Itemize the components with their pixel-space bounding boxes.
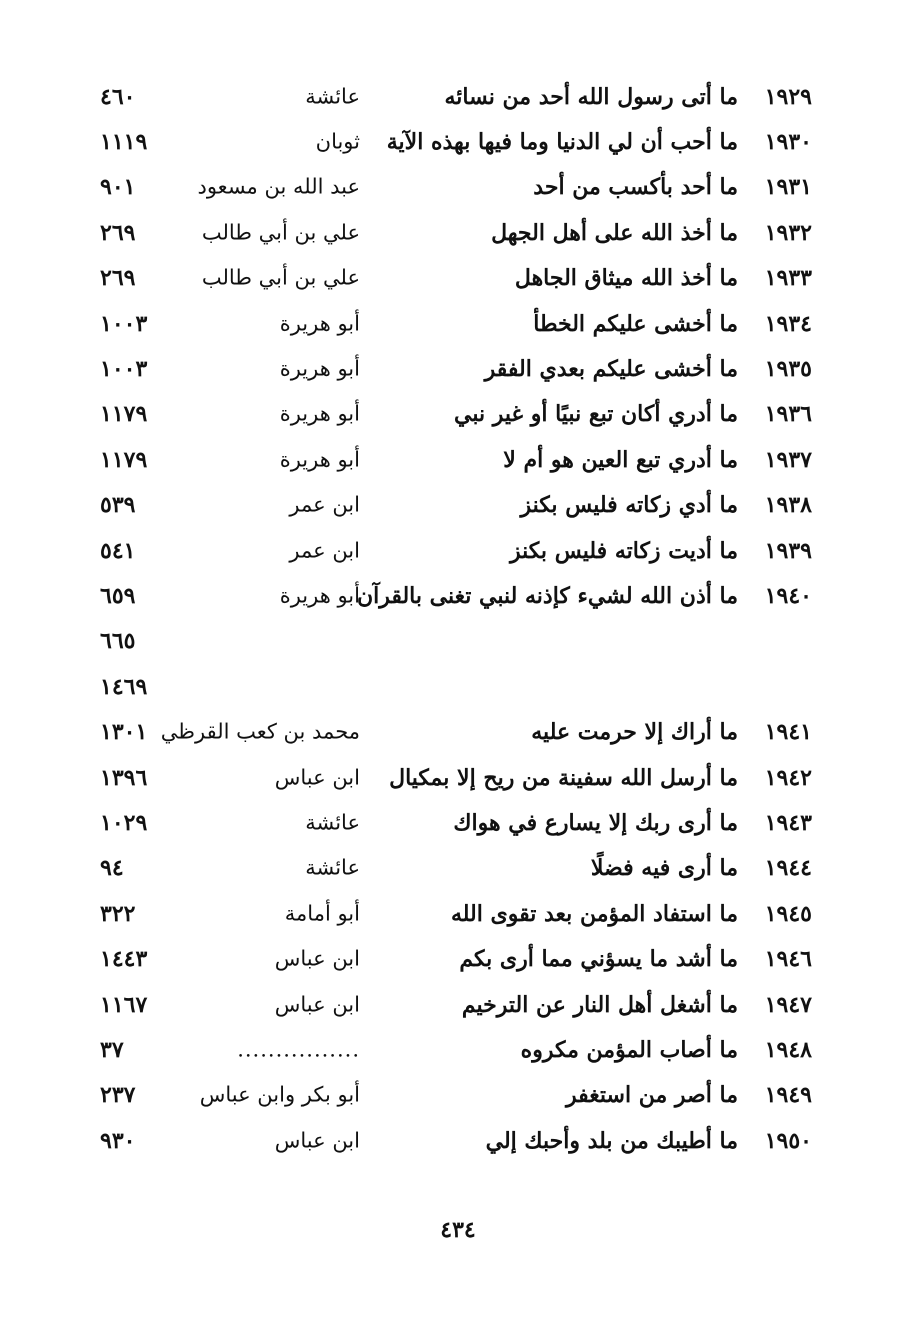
hadith-text: ما أخذ الله ميثاق الجاهل [514, 265, 738, 292]
page-reference: ١٤٤٣ [100, 946, 148, 973]
page-reference: ١٠٢٩ [100, 809, 148, 836]
hadith-text: ما أرى ربك إلا يسارع في هواك [453, 809, 738, 836]
entry-number: ١٩٤٩ [764, 1082, 812, 1109]
hadith-text: ما استفاد المؤمن بعد تقوى الله [450, 900, 738, 927]
entry-number: ١٩٤١ [764, 719, 812, 746]
entry-number: ١٩٣٨ [764, 492, 812, 519]
page-reference: ٢٦٩ [100, 265, 136, 292]
index-entry [100, 256, 812, 301]
hadith-text: ما أحب أن لي الدنيا وما فيها بهذه الآية [386, 129, 738, 156]
narrator-name: ابن عباس [274, 946, 360, 971]
entry-number: ١٩٣١ [764, 174, 812, 201]
entry-number: ١٩٣٦ [764, 401, 812, 428]
index-entry [100, 664, 812, 709]
page-reference: ١٣٠١ [100, 719, 148, 746]
hadith-text: ما أطيبك من بلد وأحبك إلي [485, 1127, 738, 1154]
entry-number: ١٩٤٥ [764, 900, 812, 927]
index-entry [100, 755, 812, 800]
index-entry [100, 982, 812, 1027]
hadith-text: ما أرى فيه فضلًا [590, 855, 738, 882]
page-reference: ٣٢٢ [100, 900, 136, 927]
entry-number: ١٩٣٢ [764, 219, 812, 246]
entry-number: ١٩٤٧ [764, 991, 812, 1018]
page-number: ٤٣٤ [440, 1217, 476, 1243]
hadith-text: ما أحد بأكسب من أحد [533, 174, 738, 201]
entry-number: ١٩٤٦ [764, 946, 812, 973]
narrator-name: ابن عمر [289, 538, 360, 563]
page-reference: ١٠٠٣ [100, 310, 148, 337]
index-entry [100, 119, 812, 164]
page-reference: ١١٧٩ [100, 446, 148, 473]
hadith-text: ما أدري أكان تبع نبيًا أو غير نبي [454, 401, 738, 428]
page-reference: ١١٧٩ [100, 401, 148, 428]
narrator-name: أبو هريرة [279, 311, 360, 336]
hadith-text: ما أدري تبع العين هو أم لا [503, 446, 738, 473]
index-entry [100, 74, 812, 119]
page-reference: ٥٣٩ [100, 492, 136, 519]
entry-number: ١٩٤٨ [764, 1036, 812, 1063]
entry-number: ١٩٣٥ [764, 356, 812, 383]
narrator-name: ابن عباس [274, 992, 360, 1016]
narrator-name: أبو بكر وابن عباس [199, 1082, 360, 1107]
narrator-name: أبو هريرة [279, 356, 360, 381]
index-entry [100, 346, 812, 391]
index-entry [100, 1073, 812, 1118]
narrator-name: علي بن أبي طالب [201, 265, 360, 290]
narrator-name: أبو أمامة [284, 901, 360, 926]
page-reference: ٢٣٧ [100, 1082, 136, 1109]
page-reference: ١٤٦٩ [100, 673, 148, 700]
index-entry [100, 573, 812, 618]
index-entry [100, 210, 812, 255]
entry-number: ١٩٣٠ [764, 129, 812, 156]
index-entry [100, 800, 812, 845]
index-entry [100, 1027, 812, 1072]
narrator-name: أبو هريرة [279, 447, 360, 472]
hadith-text: ما أدي زكاته فليس بكنز [520, 492, 738, 519]
hadith-text: ما أراك إلا حرمت عليه [531, 719, 738, 746]
index-entry [100, 891, 812, 936]
page-reference: ٤٦٠ [100, 83, 136, 110]
index-entry [100, 619, 812, 664]
narrator-name: ابن عباس [274, 1128, 360, 1153]
hadith-text: ما أتى رسول الله أحد من نسائه [444, 83, 738, 110]
narrator-name: ................ [237, 1037, 360, 1062]
entry-number: ١٩٤٤ [764, 855, 812, 882]
page-reference: ١١١٩ [100, 129, 148, 156]
page-reference: ٩٠١ [100, 174, 136, 201]
index-entry [100, 709, 812, 754]
index-entry [100, 165, 812, 210]
page-reference: ١١٦٧ [100, 991, 148, 1018]
entry-number: ١٩٤٠ [764, 582, 812, 609]
entry-number: ١٩٥٠ [764, 1127, 812, 1154]
hadith-text: ما أذن الله لشيء كإذنه لنبي تغنى بالقرآن [356, 582, 738, 609]
narrator-name: عبد الله بن مسعود [197, 174, 360, 199]
entry-number: ١٩٣٤ [764, 310, 812, 337]
page-reference: ٢٦٩ [100, 219, 136, 246]
page-reference: ٥٤١ [100, 537, 136, 564]
narrator-name: علي بن أبي طالب [201, 220, 360, 245]
entry-number: ١٩٣٣ [764, 265, 812, 292]
entry-number: ١٩٢٩ [764, 83, 812, 110]
hadith-text: ما أخشى عليكم بعدي الفقر [484, 356, 738, 383]
narrator-name: عائشة [305, 855, 360, 880]
page-reference: ٦٥٩ [100, 582, 136, 609]
index-entry [100, 392, 812, 437]
index-entry [100, 301, 812, 346]
hadith-text: ما أشغل أهل النار عن الترخيم [461, 991, 738, 1018]
page-reference: ١٠٠٣ [100, 356, 148, 383]
hadith-text: ما أرسل الله سفينة من ريح إلا بمكيال [389, 764, 738, 791]
hadith-index-list [100, 74, 812, 1163]
entry-number: ١٩٣٧ [764, 446, 812, 473]
entry-number: ١٩٣٩ [764, 537, 812, 564]
hadith-text: ما أصاب المؤمن مكروه [520, 1036, 738, 1063]
entry-number: ١٩٤٣ [764, 809, 812, 836]
page-reference: ٣٧ [100, 1036, 124, 1063]
narrator-name: محمد بن كعب القرظي [160, 719, 360, 744]
narrator-name: ثوبان [315, 129, 360, 154]
hadith-text: ما أخذ الله على أهل الجهل [491, 219, 738, 246]
index-entry [100, 936, 812, 981]
entry-number: ١٩٤٢ [764, 764, 812, 791]
narrator-name: ابن عباس [274, 765, 360, 790]
index-entry [100, 437, 812, 482]
narrator-name: عائشة [305, 810, 360, 835]
index-entry [100, 1118, 812, 1163]
page-reference: ٦٦٥ [100, 628, 136, 655]
narrator-name: عائشة [305, 84, 360, 109]
hadith-text: ما أشد ما يسؤني مما أرى بكم [459, 946, 738, 973]
index-entry [100, 483, 812, 528]
hadith-text: ما أديت زكاته فليس بكنز [509, 537, 738, 564]
narrator-name: أبو هريرة [279, 583, 360, 608]
page-reference: ٩٤ [100, 855, 124, 882]
narrator-name: ابن عمر [289, 492, 360, 517]
index-entry [100, 528, 812, 573]
page-reference: ١٣٩٦ [100, 764, 148, 791]
narrator-name: أبو هريرة [279, 401, 360, 426]
hadith-text: ما أصر من استغفر [566, 1082, 738, 1109]
index-entry [100, 846, 812, 891]
hadith-text: ما أخشى عليكم الخطأ [533, 310, 738, 337]
page-reference: ٩٣٠ [100, 1127, 136, 1154]
